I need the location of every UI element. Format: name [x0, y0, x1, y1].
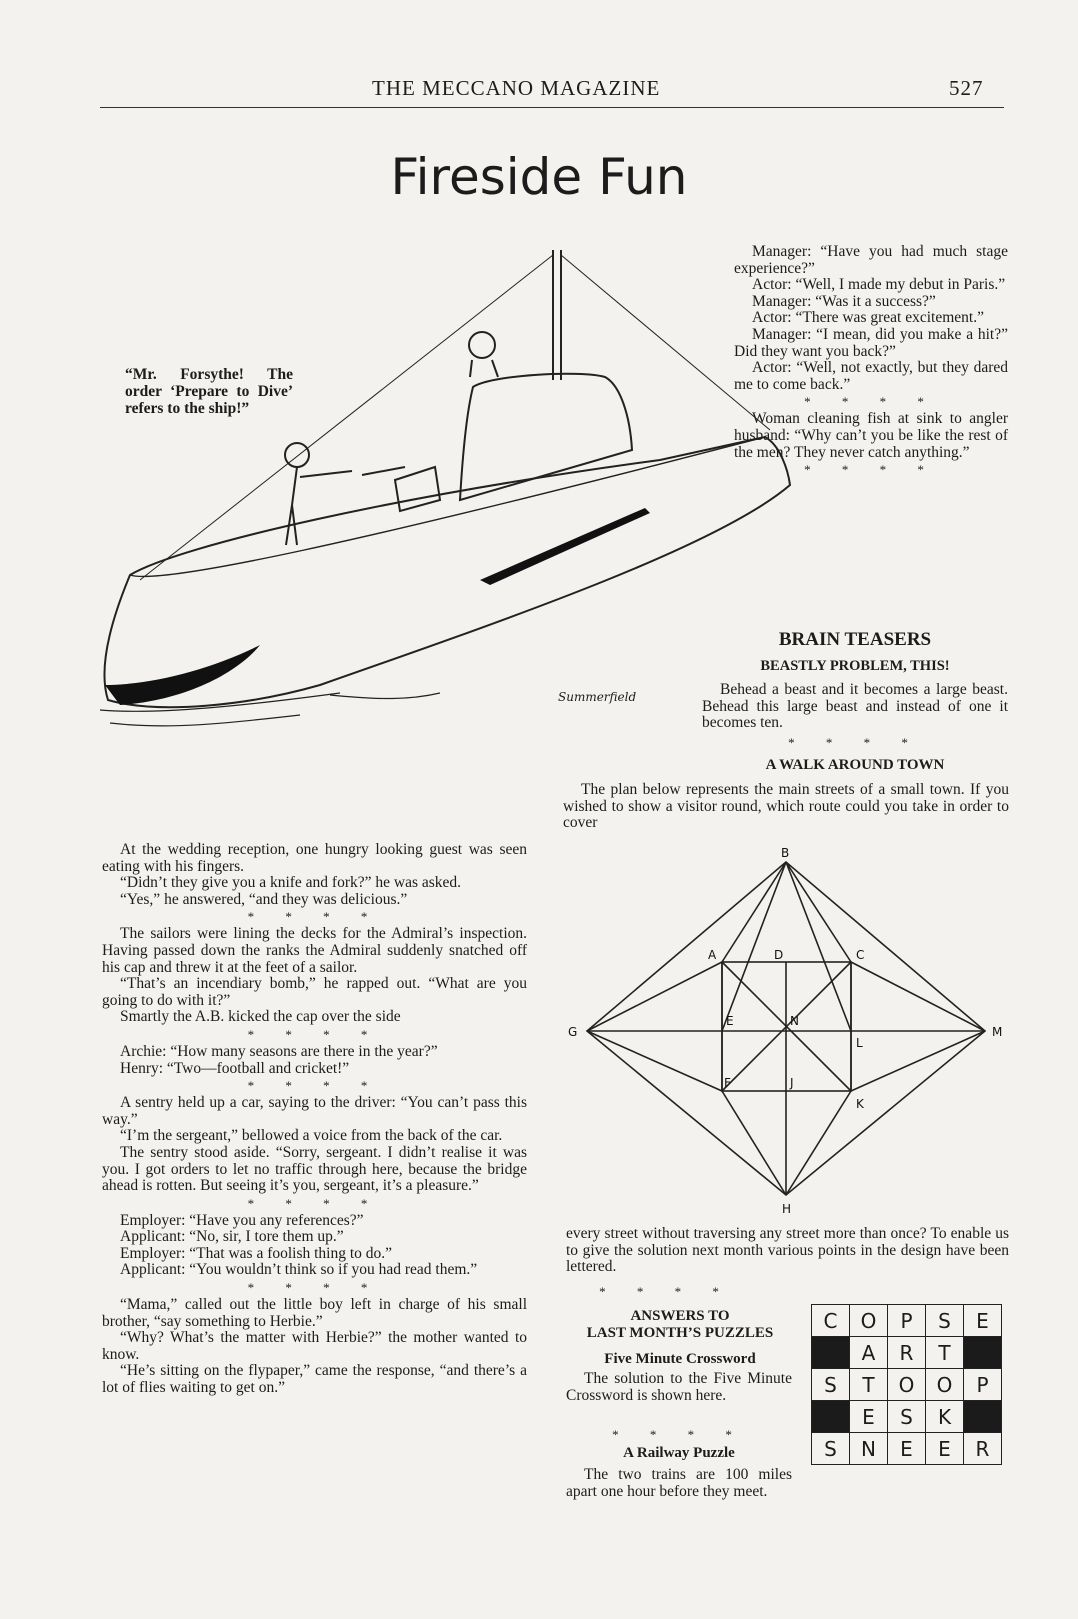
joke-line: Actor: “Well, I made my debut in Paris.”: [752, 276, 1006, 294]
separator-stars: * * * *: [804, 394, 938, 410]
crossword-letter-cell: T: [926, 1337, 964, 1369]
town-plan-diagram: [560, 845, 1010, 1220]
crossword-letter-cell: E: [888, 1433, 926, 1465]
joke-line: Smartly the A.B. kicked the cap over the side: [120, 1008, 401, 1026]
answers-heading-line-2: LAST MONTH’S PUZZLES: [586, 1325, 774, 1341]
crossword-black-cell: [812, 1401, 850, 1433]
joke-line: At the wedding reception, one hungry looking guest was seen eating with his fingers.: [102, 841, 527, 875]
joke-line: Woman cleaning fish at sink to angler husband: “Why can’t you be like the rest of the men? They never catch anything.”: [734, 410, 1008, 461]
brain-teasers-heading: BRAIN TEASERS: [778, 629, 932, 650]
cartoon-caption: “Mr. Forsythe! The order ‘Prepare to Dive’ refers to the ship!”: [125, 366, 293, 417]
crossword-letter-cell: A: [850, 1337, 888, 1369]
joke-line: “Didn’t they give you a knife and fork?” he was asked.: [120, 874, 462, 892]
map-label: B: [781, 846, 790, 860]
map-label: D: [774, 948, 784, 962]
running-head-title: THE MECCANO MAGAZINE: [372, 76, 661, 100]
separator-stars: * * * *: [247, 1280, 382, 1296]
crossword-black-cell: [964, 1401, 1002, 1433]
map-label: H: [782, 1202, 792, 1216]
crossword-letter-cell: R: [964, 1433, 1002, 1465]
map-label: M: [992, 1025, 1003, 1039]
crossword-solution-grid: [811, 1304, 1002, 1465]
crossword-answer-heading: Five Minute Crossword: [604, 1351, 756, 1367]
joke-line: Employer: “Have you any references?”: [120, 1211, 364, 1229]
crossword-letter-cell: K: [926, 1401, 964, 1433]
joke-line: The sentry stood aside. “Sorry, sergeant. I didn’t realise it was you. I got orders to let no traffic through here, because the bridge ahead is rotten. But seeing it’s you, sergeant, it’s a pleasure.”: [102, 1143, 527, 1195]
joke-line: Applicant: “No, sir, I tore them up.”: [120, 1228, 344, 1246]
walk-around-town-text-2: every street without traversing any street more than once? To enable us to give the solution next month various points in the design have been lettered.: [566, 1225, 1009, 1276]
crossword-letter-cell: S: [812, 1369, 850, 1401]
crossword-row: [812, 1305, 1002, 1337]
header-rule: [100, 107, 1004, 108]
separator-stars: * * * *: [247, 1026, 382, 1042]
crossword-letter-cell: N: [850, 1433, 888, 1465]
crossword-letter-cell: S: [888, 1401, 926, 1433]
crossword-letter-cell: O: [888, 1369, 926, 1401]
separator-stars: * * * *: [247, 909, 382, 925]
railway-puzzle-heading: A Railway Puzzle: [623, 1445, 735, 1461]
railway-puzzle-text: The two trains are 100 miles apart one hour before they meet.: [566, 1466, 792, 1500]
separator-stars: * * * *: [804, 462, 938, 478]
joke-line: Actor: “There was great excitement.”: [752, 309, 984, 327]
crossword-letter-cell: E: [850, 1401, 888, 1433]
crossword-letter-cell: T: [850, 1369, 888, 1401]
joke-line: “I’m the sergeant,” bellowed a voice from the back of the car.: [120, 1127, 503, 1145]
crossword-letter-cell: C: [812, 1305, 850, 1337]
crossword-row: [812, 1401, 1002, 1433]
joke-line: “Mama,” called out the little boy left in charge of his small brother, “say something to Herbie.”: [102, 1296, 527, 1330]
map-label: J: [790, 1076, 794, 1090]
separator-stars: * * * *: [788, 735, 922, 750]
answers-heading-line-1: ANSWERS TO: [630, 1308, 730, 1324]
joke-line: Manager: “I mean, did you make a hit?” Did they want you back?”: [734, 325, 1008, 360]
joke-line: The sailors were lining the decks for the Admiral’s inspection. Having passed down the ranks the Admiral suddenly snatched off his cap and threw it at the feet of a sailor.: [102, 925, 527, 976]
joke-line: Actor: “Well, not exactly, but they dared me to come back.”: [734, 359, 1008, 393]
left-jokes-block: [102, 842, 527, 1397]
crossword-row: [812, 1433, 1002, 1465]
joke-line: “Why? What’s the matter with Herbie?” the mother wanted to know.: [102, 1329, 527, 1363]
map-label: C: [856, 948, 865, 962]
beastly-problem-heading: BEASTLY PROBLEM, THIS!: [760, 658, 950, 674]
map-label: F: [724, 1076, 731, 1090]
crossword-letter-cell: P: [964, 1369, 1002, 1401]
walk-around-town-heading: A WALK AROUND TOWN: [765, 757, 945, 773]
crossword-letter-cell: O: [926, 1369, 964, 1401]
map-label: E: [726, 1014, 734, 1028]
joke-line: “He’s sitting on the flypaper,” came the response, “and there’s a lot of flies waiting to get on.”: [102, 1362, 527, 1397]
separator-stars: * * * *: [612, 1427, 746, 1442]
beastly-problem-text: Behead a beast and it becomes a large beast. Behead this large beast and instead of one it becomes ten.: [702, 681, 1008, 732]
map-label: L: [856, 1036, 863, 1050]
crossword-row: [812, 1337, 1002, 1369]
crossword-letter-cell: E: [926, 1433, 964, 1465]
answers-heading: [566, 1308, 794, 1342]
crossword-row: [812, 1369, 1002, 1401]
crossword-letter-cell: E: [964, 1305, 1002, 1337]
joke-line: Manager: “Was it a success?”: [752, 292, 936, 310]
joke-line: “That’s an incendiary bomb,” he rapped out. “What are you going to do with it?”: [102, 975, 527, 1009]
map-label: N: [790, 1014, 799, 1028]
separator-stars: * * * *: [247, 1078, 382, 1094]
joke-line: Manager: “Have you had much stage experience?”: [734, 243, 1008, 277]
crossword-letter-cell: R: [888, 1337, 926, 1369]
page-number: 527: [949, 76, 984, 100]
crossword-letter-cell: O: [850, 1305, 888, 1337]
crossword-letter-cell: S: [926, 1305, 964, 1337]
walk-around-town-text-1: The plan below represents the main streets of a small town. If you wished to show a visitor round, which route could you take in order to cover: [563, 781, 1009, 832]
joke-line: “Yes,” he answered, “and they was delicious.”: [120, 890, 408, 908]
map-label: A: [708, 948, 717, 962]
crossword-answer-text: The solution to the Five Minute Crossword is shown here.: [566, 1370, 792, 1404]
joke-line: Employer: “That was a foolish thing to do.”: [120, 1244, 393, 1262]
crossword-letter-cell: P: [888, 1305, 926, 1337]
separator-stars: * * * *: [247, 1195, 382, 1211]
joke-line: Henry: “Two—football and cricket!”: [120, 1059, 350, 1077]
separator-stars: * * * *: [599, 1284, 733, 1299]
crossword-black-cell: [812, 1337, 850, 1369]
map-label: G: [568, 1025, 578, 1039]
page-title: Fireside Fun: [390, 148, 688, 206]
map-label: K: [856, 1097, 864, 1111]
joke-line: Applicant: “You wouldn’t think so if you had read them.”: [120, 1261, 478, 1279]
crossword-black-cell: [964, 1337, 1002, 1369]
joke-line: Archie: “How many seasons are there in the year?”: [120, 1042, 438, 1060]
crossword-letter-cell: S: [812, 1433, 850, 1465]
cartoonist-signature: Summerfield: [558, 690, 637, 704]
right-jokes-block: [734, 244, 1008, 479]
joke-line: A sentry held up a car, saying to the driver: “You can’t pass this way.”: [102, 1094, 527, 1128]
